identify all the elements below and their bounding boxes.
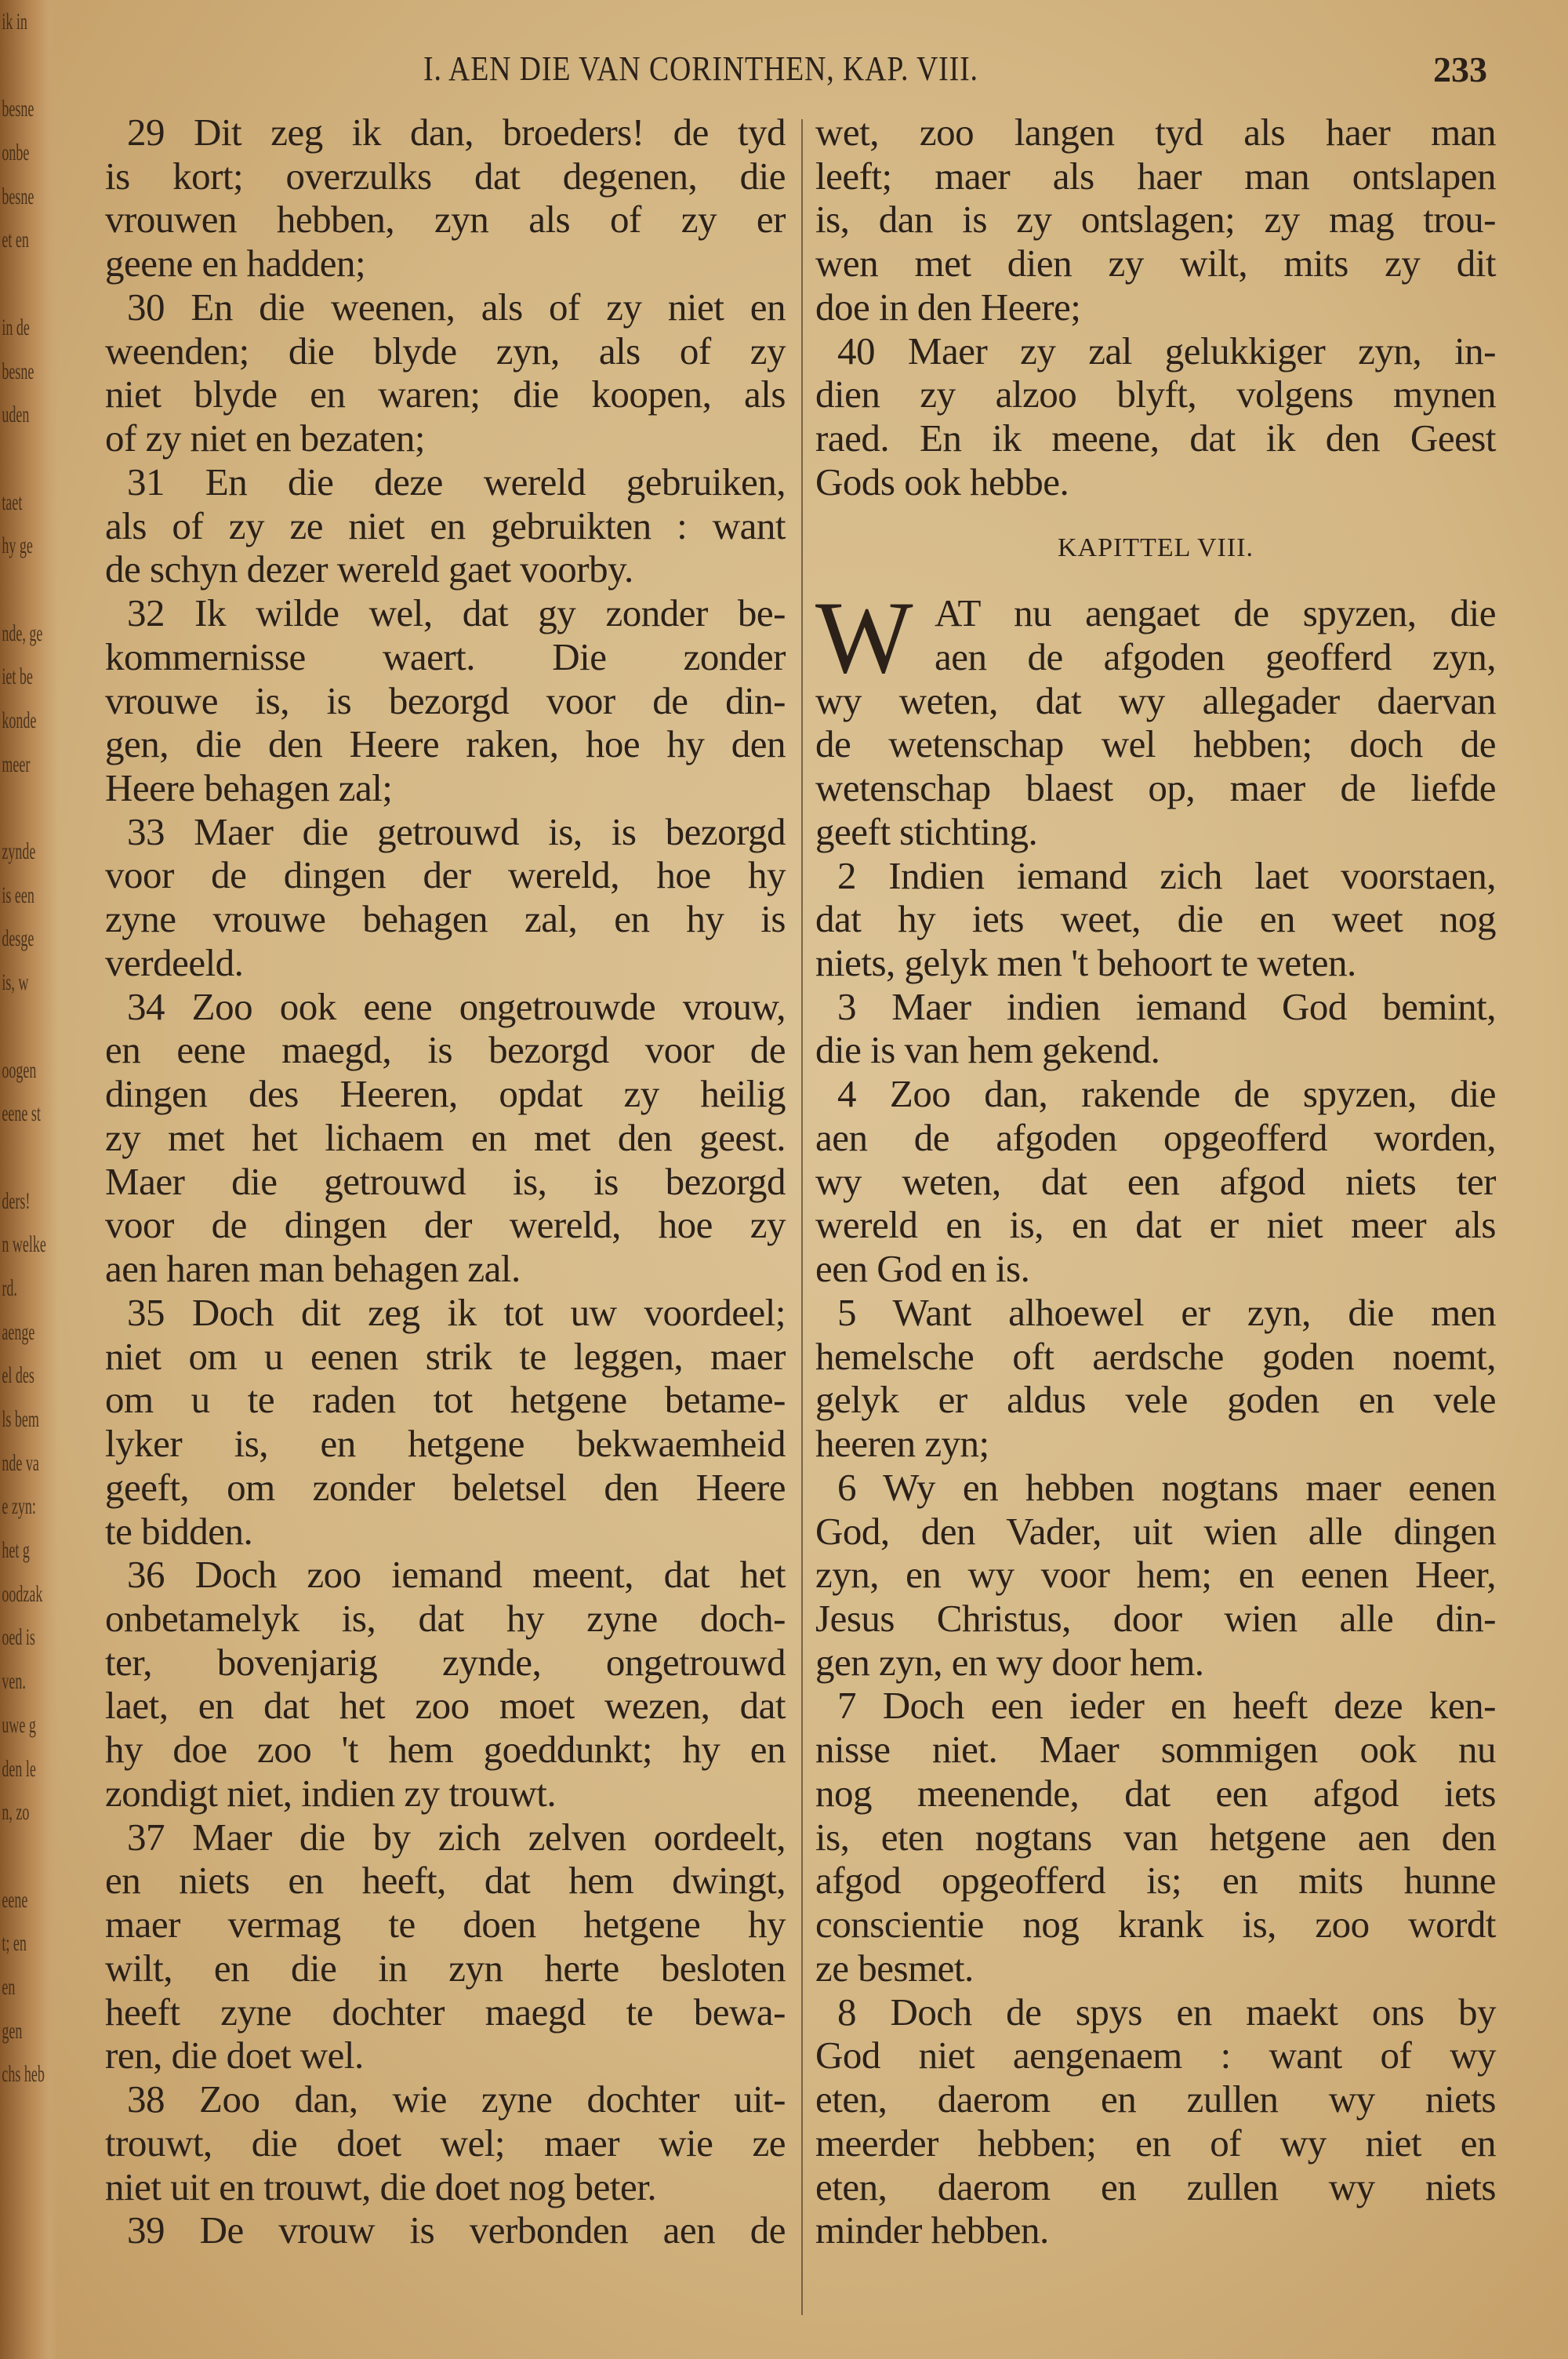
- bleed-fragment: het g: [2, 1537, 30, 1564]
- bleed-fragment: besne: [2, 96, 34, 122]
- bleed-fragment: gen: [2, 2017, 23, 2044]
- bleed-fragment: ven.: [2, 1668, 26, 1695]
- left-column: [105, 111, 786, 2252]
- verse-paragraph: [815, 1466, 1496, 1685]
- bleed-fragment: t; en: [2, 1930, 27, 1957]
- bleed-fragment: is een: [2, 881, 34, 908]
- drop-cap: W: [815, 580, 913, 696]
- bleed-fragment: e zyn:: [2, 1493, 36, 1520]
- bleed-fragment: in de: [2, 314, 30, 340]
- text-line: God, den Vader, uit wien alle dingen: [815, 1509, 1496, 1553]
- text-line: niets, gelyk men 't behoort te weten.: [815, 940, 1356, 984]
- bleed-fragment: meer: [2, 751, 31, 777]
- text-line: voor de dingen der wereld, hoe zy: [105, 1203, 786, 1247]
- text-line: is, dan is zy ontslagen; zy mag trou-: [815, 198, 1496, 242]
- bleed-fragment: [0, 44, 34, 88]
- text-line: de wetenschap wel hebben; doch de: [815, 722, 1496, 766]
- text-line: geene en hadden;: [105, 242, 366, 285]
- text-line: 40 Maer zy zal gelukkiger zyn, in-: [837, 329, 1496, 373]
- text-line: niet om u eenen strik te leggen, maer: [105, 1334, 786, 1378]
- bleed-fragment: aenge: [2, 1318, 35, 1345]
- text-line: wilt, en die in zyn herte besloten: [105, 1946, 786, 1990]
- text-line: hy doe zoo 't hem goeddunkt; hy en: [105, 1728, 786, 1772]
- bleed-fragment: oed is: [2, 1624, 35, 1651]
- text-line: 30 En die weenen, als of zy niet en: [127, 285, 786, 329]
- text-line: als of zy ze niet en gebruikten : want: [105, 503, 786, 547]
- bleed-fragment: konde: [2, 707, 37, 733]
- bleed-fragment: uwe g: [2, 1711, 36, 1738]
- text-line: 37 Maer die by zich zelven oordeelt,: [127, 1815, 786, 1859]
- verse-paragraph: [815, 580, 1496, 853]
- chapter-heading: KAPITTEL VIII.: [1057, 533, 1254, 562]
- text-line: 34 Zoo ook eene ongetrouwde vrouw,: [127, 984, 786, 1028]
- text-line: trouwt, die doet wel; maer wie ze: [105, 2121, 786, 2165]
- bleed-fragment: rd.: [2, 1274, 17, 1301]
- bleed-fragment: [0, 1005, 34, 1049]
- verse-paragraph: [815, 111, 1496, 329]
- adjacent-page-bleed: [0, 0, 58, 2359]
- verse-paragraph: [815, 854, 1496, 985]
- bleed-fragment: ls bem: [2, 1406, 39, 1432]
- bleed-fragment: den le: [2, 1755, 36, 1782]
- text-line: zondigt niet, indien zy trouwt.: [105, 1771, 557, 1815]
- text-line: nisse niet. Maer sommigen ook nu: [815, 1728, 1496, 1772]
- text-line: conscientie nog krank is, zoo wordt: [815, 1903, 1496, 1946]
- text-line: verdeeld.: [105, 940, 244, 984]
- text-line: wy weten, dat een afgod niets ter: [815, 1159, 1496, 1203]
- text-line: 4 Zoo dan, rakende de spyzen, die: [837, 1072, 1496, 1116]
- text-line: hemelsche oft aerdsche goden noemt,: [815, 1334, 1496, 1378]
- text-line: kommernisse waert. Die zonder: [105, 634, 786, 678]
- text-line: zyne vrouwe behagen zal, en hy is: [105, 897, 786, 941]
- verse-paragraph: [105, 810, 786, 985]
- text-line: 2 Indien iemand zich laet voorstaen,: [837, 853, 1496, 897]
- bleed-fragment: [0, 1136, 34, 1180]
- text-line: maer vermag te doen hetgene hy: [105, 1903, 786, 1946]
- verse-paragraph: [815, 329, 1496, 504]
- text-line: is kort; overzulks dat degenen, die: [105, 154, 786, 198]
- bleed-fragment: oogen: [2, 1056, 37, 1083]
- verse-paragraph: [105, 591, 786, 810]
- text-line: 32 Ik wilde wel, dat gy zonder be-: [127, 591, 786, 635]
- text-line: gen, die den Heere raken, hoe hy den: [105, 722, 786, 766]
- bleed-fragment: [0, 786, 34, 830]
- bleed-fragment: is, w: [2, 969, 29, 996]
- bleed-fragment: n, zo: [2, 1799, 30, 1826]
- bleed-fragment: desge: [2, 925, 34, 952]
- verse-paragraph: [105, 1291, 786, 1553]
- text-line: ze besmet.: [815, 1946, 974, 1990]
- text-line: 6 Wy en hebben nogtans maer eenen: [837, 1465, 1496, 1509]
- text-line: AT nu aengaet de spyzen, die: [935, 591, 1496, 635]
- text-line: is, eten nogtans van hetgene aen den: [815, 1815, 1496, 1859]
- text-line: geeft stichting.: [815, 809, 1038, 853]
- text-line: vrouwe is, is bezorgd voor de din-: [105, 678, 786, 722]
- text-line: 36 Doch zoo iemand meent, dat het: [127, 1553, 786, 1597]
- text-line: te bidden.: [105, 1509, 253, 1553]
- text-line: 38 Zoo dan, wie zyne dochter uit-: [127, 2077, 786, 2121]
- text-line: weenden; die blyde zyn, als of zy: [105, 329, 786, 373]
- bleed-fragment: iet be: [2, 663, 33, 690]
- text-line: meerder hebben; en of wy niet en: [815, 2121, 1496, 2165]
- bleed-fragment: ik in: [2, 9, 27, 35]
- bleed-fragment: [0, 568, 34, 612]
- text-line: 7 Doch een ieder en heeft deze ken-: [837, 1684, 1496, 1728]
- verse-paragraph: [105, 1816, 786, 2077]
- bleed-fragment: eene st: [2, 1100, 41, 1127]
- bleed-fragment: nde va: [2, 1449, 39, 1476]
- text-line: 29 Dit zeg ik dan, broeders! de tyd: [127, 111, 786, 154]
- verse-paragraph: [105, 1553, 786, 1815]
- text-line: ter, bovenjarig zynde, ongetrouwd: [105, 1640, 786, 1684]
- verse-paragraph: [105, 460, 786, 591]
- text-line: of zy niet en bezaten;: [105, 416, 426, 460]
- text-line: zyn, en wy voor hem; en eenen Heer,: [815, 1553, 1496, 1597]
- text-line: Maer die getrouwd is, is bezorgd: [105, 1159, 786, 1203]
- text-line: niet uit en trouwt, die doet nog beter.: [105, 2165, 657, 2208]
- text-line: dien zy alzoo blyft, volgens mynen: [815, 373, 1496, 416]
- text-line: nog meenende, dat een afgod iets: [815, 1771, 1496, 1815]
- text-line: ren, die doet wel.: [105, 2034, 364, 2077]
- bleed-fragment: [0, 1834, 34, 1878]
- text-line: doe in den Heere;: [815, 285, 1081, 329]
- text-line: 39 De vrouw is verbonden aen de: [127, 2208, 786, 2252]
- text-line: en eene maegd, is bezorgd voor de: [105, 1028, 786, 1072]
- verse-paragraph: [815, 1990, 1496, 2252]
- bleed-fragment: zynde: [2, 838, 36, 865]
- text-line: wereld en is, en dat er niet meer als: [815, 1203, 1496, 1247]
- text-line: 8 Doch de spys en maekt ons by: [837, 1990, 1496, 2034]
- bleed-fragment: ders!: [2, 1187, 31, 1214]
- text-line: dingen des Heeren, opdat zy heilig: [105, 1072, 786, 1116]
- verse-paragraph: [105, 111, 786, 285]
- bleed-fragment: besne: [2, 183, 34, 209]
- right-column: [815, 111, 1496, 2252]
- text-line: 3 Maer indien iemand God bemint,: [837, 984, 1496, 1028]
- bleed-fragment: [0, 437, 34, 481]
- text-line: wetenschap blaest op, maer de liefde: [815, 766, 1496, 810]
- text-line: Gods ook hebbe.: [815, 460, 1069, 503]
- text-line: eten, daerom en zullen wy niets: [815, 2077, 1496, 2121]
- text-line: heeft zyne dochter maegd te bewa-: [105, 1990, 786, 2034]
- verse-paragraph: [815, 1684, 1496, 1990]
- bleed-fragment: et en: [2, 227, 29, 253]
- text-line: Jesus Christus, door wien alle din-: [815, 1597, 1496, 1640]
- verse-paragraph: [105, 285, 786, 460]
- text-line: vrouwen hebben, zyn als of zy er: [105, 198, 786, 242]
- chapter-opening-paragraph: [815, 580, 1496, 853]
- text-line: voor de dingen der wereld, hoe hy: [105, 853, 786, 897]
- bleed-fragment: [0, 262, 34, 306]
- text-line: geeft, om zonder beletsel den Heere: [105, 1465, 786, 1509]
- text-line: God niet aengenaem : want of wy: [815, 2034, 1496, 2077]
- text-line: laet, en dat het zoo moet wezen, dat: [105, 1684, 786, 1728]
- text-line: en niets en heeft, dat hem dwingt,: [105, 1859, 786, 1903]
- verse-paragraph: [105, 2077, 786, 2208]
- verse-paragraph: [105, 2208, 786, 2252]
- bleed-fragment: chs heb: [2, 2061, 45, 2088]
- bleed-fragment: uden: [2, 402, 30, 428]
- text-line: niet blyde en waren; die koopen, als: [105, 373, 786, 416]
- bleed-fragment: hy ge: [2, 533, 33, 559]
- column-divider: [801, 119, 803, 2315]
- text-line: om u te raden tot hetgene betame-: [105, 1378, 786, 1422]
- text-line: Heere behagen zal;: [105, 766, 393, 810]
- text-line: raed. En ik meene, dat ik den Geest: [815, 416, 1496, 460]
- text-line: minder hebben.: [815, 2208, 1049, 2252]
- bleed-fragment: taet: [2, 489, 23, 515]
- text-line: een God en is.: [815, 1247, 1030, 1291]
- text-line: wy weten, dat wy allegader daervan: [815, 678, 1496, 722]
- verse-paragraph: [815, 1291, 1496, 1466]
- bleed-fragment: n welke: [2, 1231, 46, 1258]
- text-line: 35 Doch dit zeg ik tot uw voordeel;: [127, 1290, 786, 1334]
- bleed-fragment: el des: [2, 1362, 34, 1389]
- text-line: eten, daerom en zullen wy niets: [815, 2165, 1496, 2208]
- text-line: lyker is, en hetgene bekwaemheid: [105, 1422, 786, 1466]
- text-line: 31 En die deze wereld gebruiken,: [127, 460, 786, 503]
- text-line: gen zyn, en wy door hem.: [815, 1640, 1204, 1684]
- text-line: wet, zoo langen tyd als haer man: [815, 111, 1496, 154]
- text-line: 33 Maer die getrouwd is, is bezorgd: [127, 809, 786, 853]
- text-line: leeft; maer als haer man ontslapen: [815, 154, 1496, 198]
- text-line: aen de afgoden opgeofferd worden,: [815, 1115, 1496, 1159]
- verse-paragraph: [815, 1072, 1496, 1291]
- text-line: zy met het lichaem en met den geest.: [105, 1115, 786, 1159]
- bleed-fragment: nde, ge: [2, 620, 43, 646]
- text-line: afgod opgeofferd is; en mits hunne: [815, 1859, 1496, 1903]
- text-line: 5 Want alhoewel er zyn, die men: [837, 1290, 1496, 1334]
- verse-paragraph: [105, 985, 786, 1291]
- bleed-fragment: oodzak: [2, 1580, 43, 1607]
- text-line: dat hy iets weet, die en weet nog: [815, 897, 1496, 941]
- bleed-fragment: onbe: [2, 140, 30, 166]
- text-line: onbetamelyk is, dat hy zyne doch-: [105, 1596, 786, 1640]
- text-line: die is van hem gekend.: [815, 1028, 1160, 1072]
- text-line: aen haren man behagen zal.: [105, 1247, 521, 1291]
- text-line: gelyk er aldus vele goden en vele: [815, 1378, 1496, 1422]
- verse-paragraph: [815, 985, 1496, 1072]
- bleed-fragment: besne: [2, 358, 34, 384]
- bleed-fragment: en: [2, 1973, 16, 2000]
- text-line: aen de afgoden geofferd zyn,: [935, 634, 1496, 678]
- text-line: wen met dien zy wilt, mits zy dit: [815, 242, 1496, 285]
- text-line: de schyn dezer wereld gaet voorby.: [105, 547, 633, 591]
- bleed-fragment: eene: [2, 1886, 28, 1913]
- text-line: heeren zyn;: [815, 1422, 989, 1466]
- page-number: 233: [1433, 49, 1487, 89]
- running-header: I. AEN DIE VAN CORINTHEN, KAP. VIII.: [423, 49, 978, 88]
